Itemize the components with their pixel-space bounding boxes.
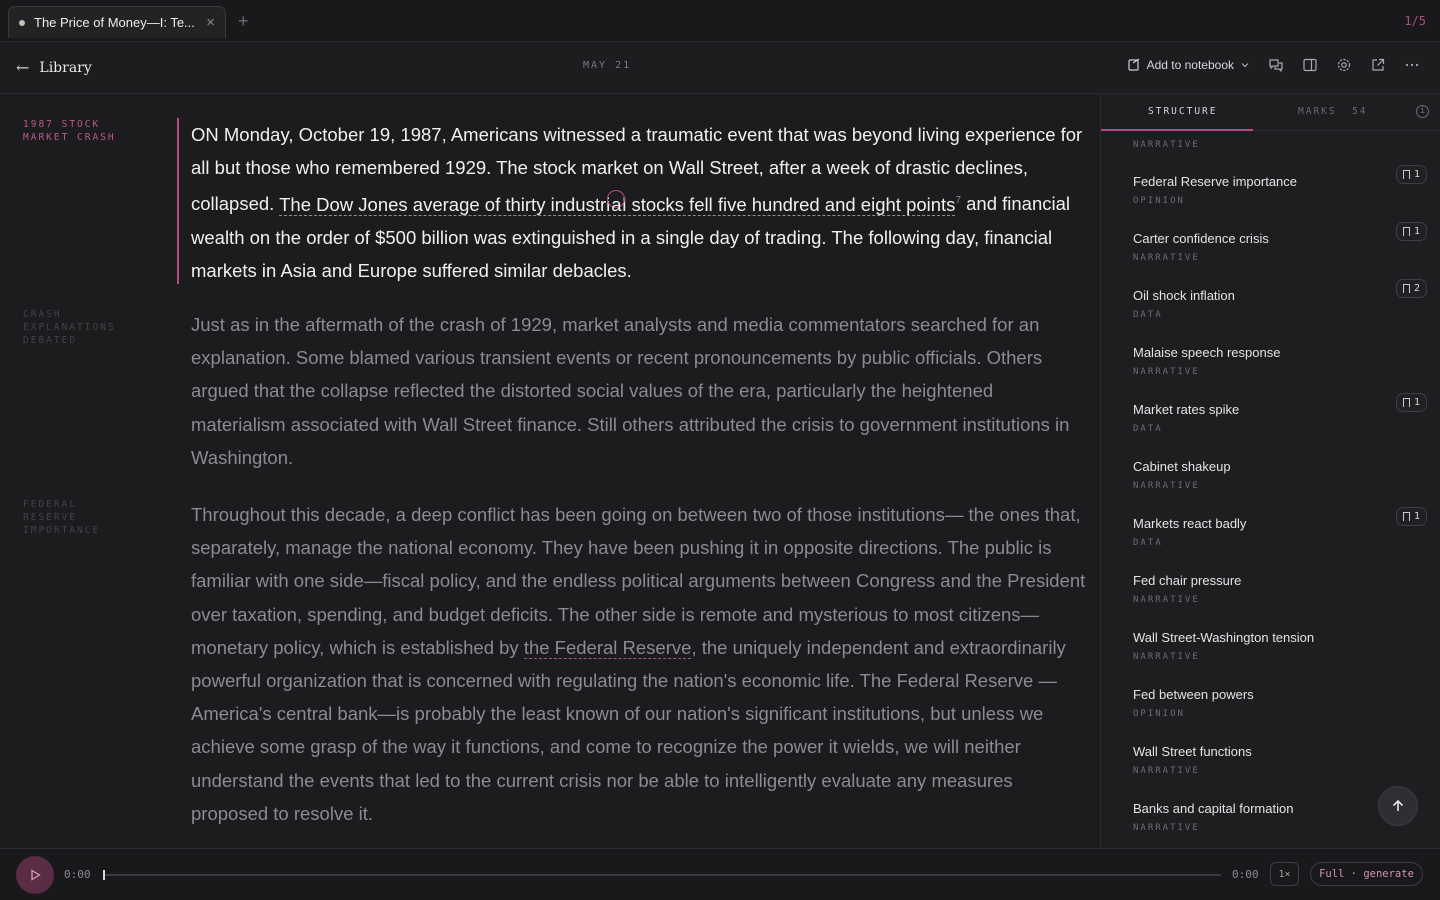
- outline-item-tag: NARRATIVE: [1133, 481, 1200, 491]
- generate-audio-button[interactable]: Full · generate: [1310, 862, 1423, 886]
- marks-badge-count: 1: [1413, 397, 1420, 408]
- back-to-library-button[interactable]: [16, 58, 92, 77]
- tab-marks[interactable]: [1298, 106, 1368, 117]
- outline-item-title[interactable]: Fed chair pressure: [1133, 573, 1242, 588]
- gear-icon[interactable]: [1336, 57, 1352, 73]
- new-tab-button[interactable]: +: [238, 11, 249, 31]
- marks-badge[interactable]: [1396, 165, 1427, 184]
- outline-item-tag: NARRATIVE: [1133, 367, 1200, 377]
- add-to-notebook-button[interactable]: [1127, 58, 1250, 72]
- outline-item-tag: DATA: [1133, 310, 1163, 320]
- chevron-down-icon: [1240, 60, 1250, 70]
- scroll-to-top-button[interactable]: [1378, 786, 1418, 826]
- bookmark-icon: [1403, 284, 1410, 293]
- marks-badge[interactable]: [1396, 393, 1427, 412]
- split-view-icon[interactable]: [1302, 57, 1318, 73]
- claim-text: l stocks fell five hundred and eight points: [622, 193, 956, 215]
- info-icon[interactable]: i: [1416, 105, 1429, 118]
- paragraph-text: , the uniquely independent and extraordinarily powerful organization that is concerned with regulating the nation's economic life. The Federal Reserve —America's central bank—is probably the least known of our nation's significant institutions, but unless we achieve some grasp of the way it functions, and come to recognize the power it wields, we will neither understand the events that led to the current crisis nor be able to intelligently evaluate any measures proposed to resolve it.: [191, 636, 1066, 824]
- back-label: Library: [39, 59, 92, 76]
- section-label-line: RESERVE: [23, 512, 78, 523]
- outline-item-title[interactable]: Carter confidence crisis: [1133, 231, 1269, 246]
- marks-badge[interactable]: [1396, 507, 1427, 526]
- comments-icon[interactable]: [1268, 57, 1284, 73]
- highlighted-claim[interactable]: [279, 194, 955, 216]
- playback-speed-button[interactable]: 1×: [1270, 862, 1299, 886]
- marks-badge[interactable]: [1396, 222, 1427, 241]
- marks-badge[interactable]: [1396, 279, 1427, 298]
- add-to-notebook-label: Add to notebook: [1146, 58, 1234, 72]
- structure-panel: [1100, 94, 1440, 848]
- paragraph-2[interactable]: Just as in the aftermath of the crash of 1929, market analysts and media commentators searched for an explanation. Some blamed various transient events or recent pronouncements by public officials. Others argued that the collapse reflected the distorted social values of the era, particularly the heightened materialism associated with Wall Street finance. Still others attributed the crisis to government institutions in Washington.: [191, 314, 1070, 468]
- paragraph-text: ON Monday, October 19, 1987, Americans witnessed a traumatic event that was beyond living experience for all but those who remembered 1929. The stock market on Wall Street, after a week of drastic declines, collapsed.: [191, 124, 1083, 215]
- outline-item-tag: DATA: [1133, 424, 1163, 434]
- paragraph-1[interactable]: [191, 118, 1086, 287]
- section-label-1[interactable]: [23, 118, 153, 144]
- marks-badge-count: 1: [1413, 169, 1420, 180]
- section-label-2[interactable]: [23, 308, 153, 347]
- header: [0, 42, 1440, 94]
- document-date: MAY 21: [583, 60, 632, 71]
- audio-progress-track[interactable]: [103, 874, 1221, 876]
- entity-link[interactable]: the Federal Reserve: [523, 636, 692, 658]
- more-options-icon[interactable]: [1404, 57, 1420, 73]
- tab-marks-label: MARKS: [1298, 106, 1337, 117]
- active-paragraph-indicator: [177, 118, 179, 284]
- arrow-up-icon: [1390, 798, 1406, 814]
- outline-item-tag: NARRATIVE: [1133, 766, 1200, 776]
- total-time: 0:00: [1232, 868, 1259, 881]
- section-label-line: MARKET CRASH: [23, 132, 116, 143]
- close-tab-icon[interactable]: ×: [206, 14, 215, 31]
- outline-item-tag: NARRATIVE: [1133, 595, 1200, 605]
- section-label-line: IMPORTANCE: [23, 525, 101, 536]
- audio-player: [0, 848, 1440, 900]
- outline-item-title[interactable]: Oil shock inflation: [1133, 288, 1235, 303]
- current-time: 0:00: [64, 868, 91, 881]
- play-button[interactable]: [16, 856, 54, 894]
- section-label-line: DEBATED: [23, 335, 78, 346]
- section-label-line: EXPLANATIONS: [23, 322, 116, 333]
- outline-item-title[interactable]: Wall Street-Washington tension: [1133, 630, 1315, 645]
- cursor-mark: [607, 190, 625, 215]
- paragraph-text: and financial wealth on the order of $500 billion was extinguished in a single day of trading. The following day, financial markets in Asia and Europe suffered similar debacles.: [191, 193, 1071, 281]
- outline-item-title[interactable]: Fed between powers: [1133, 687, 1254, 702]
- outline-item-title[interactable]: Markets react badly: [1133, 516, 1247, 531]
- section-label-line: FEDERAL: [23, 499, 78, 510]
- marks-badge-count: 1: [1413, 226, 1420, 237]
- outline-item-title[interactable]: Market rates spike: [1133, 402, 1240, 417]
- tab-structure[interactable]: STRUCTURE: [1148, 106, 1218, 117]
- outline-item-title[interactable]: Wall Street functions: [1133, 744, 1252, 759]
- bookmark-icon: [1403, 398, 1410, 407]
- footnote-marker[interactable]: 7: [955, 195, 961, 207]
- paragraph-text: Throughout this decade, a deep conflict has been going on between two of those institutions— the ones that, separately, manage the national economy. They have been pushing it in opposite directions. The public is familiar with one side—fiscal policy, and the endless political arguments between Congress and the President over taxation, spending, and budget deficits. The other side is remote and mysterious to most citizens— monetary policy, which is established by: [191, 504, 1086, 658]
- outline-item-tag: NARRATIVE: [1133, 652, 1200, 662]
- outline-item-title[interactable]: Cabinet shakeup: [1133, 459, 1231, 474]
- outline-item-title[interactable]: Banks and capital formation: [1133, 801, 1294, 816]
- outline-item-tag: NARRATIVE: [1133, 140, 1200, 150]
- outline-item-tag: NARRATIVE: [1133, 253, 1200, 263]
- outline-item-tag: OPINION: [1133, 709, 1185, 719]
- active-tab-underline: [1101, 129, 1253, 131]
- unsaved-dot-icon: [19, 20, 25, 26]
- arrow-left-icon: ←: [16, 58, 30, 77]
- outline-item-title[interactable]: Federal Reserve importance: [1133, 174, 1298, 189]
- document-tab[interactable]: [8, 6, 226, 38]
- bookmark-icon: [1403, 170, 1410, 179]
- section-label-line: 1987 STOCK: [23, 119, 101, 130]
- outline-item-title[interactable]: Malaise speech response: [1133, 345, 1281, 360]
- bookmark-icon: [1403, 227, 1410, 236]
- section-label-line: CRASH: [23, 309, 62, 320]
- claim-text: The Dow Jones average of thirty industri: [279, 193, 611, 215]
- header-actions: [1127, 57, 1420, 73]
- cursor-mark-letter: a: [611, 193, 622, 215]
- outline-item-tag: OPINION: [1133, 196, 1185, 206]
- paragraph-3[interactable]: [191, 498, 1086, 830]
- marks-badge-count: 1: [1413, 511, 1420, 522]
- notebook-icon: [1127, 58, 1141, 72]
- marks-count: 54: [1352, 106, 1368, 117]
- section-label-3[interactable]: [23, 498, 153, 537]
- outline-item-tag: DATA: [1133, 538, 1163, 548]
- marks-badge-count: 2: [1413, 283, 1420, 294]
- tab-title: The Price of Money—I: Te...: [34, 15, 195, 30]
- outline-item-tag: NARRATIVE: [1133, 823, 1200, 833]
- play-icon: [28, 868, 42, 882]
- progress-handle[interactable]: [103, 870, 105, 880]
- page-count: 1/5: [1404, 14, 1426, 28]
- tab-bar: [0, 0, 1440, 42]
- reader-main: [0, 94, 1100, 848]
- bookmark-icon: [1403, 512, 1410, 521]
- external-link-icon[interactable]: [1370, 57, 1386, 73]
- panel-tabs: [1101, 94, 1440, 131]
